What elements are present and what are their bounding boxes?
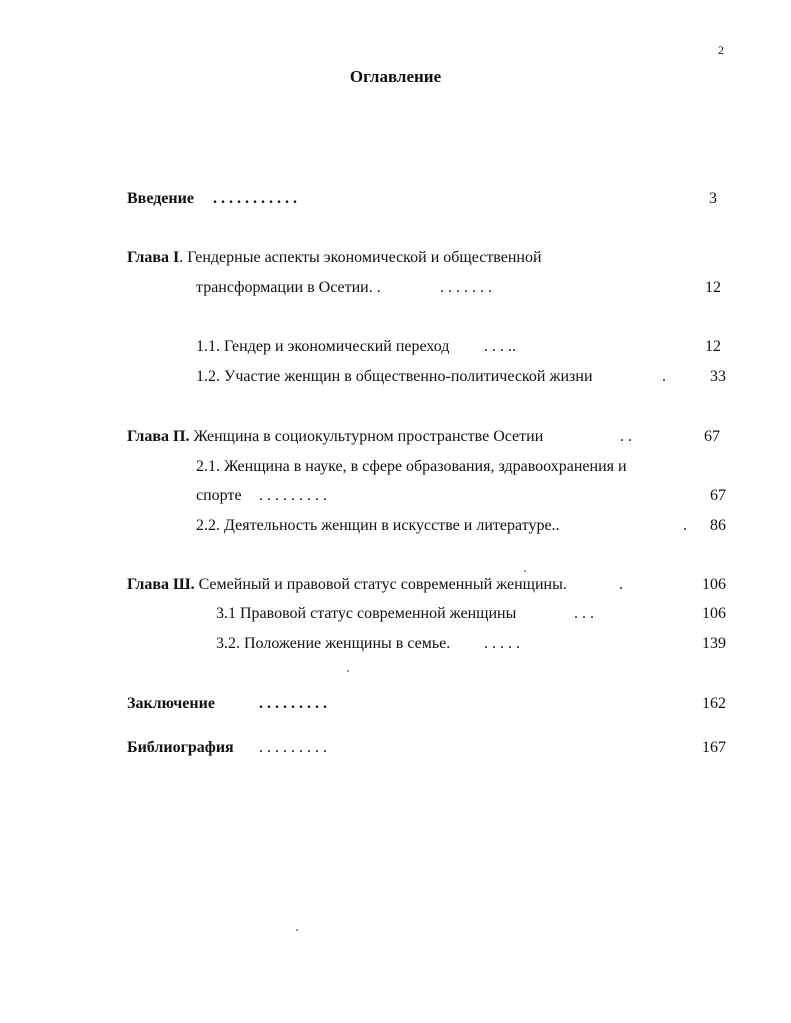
toc-label: 1.2. Участие женщин в общественно-политической жизни [196,368,593,385]
toc-leader-dots: . . . . . . . . . [259,487,327,504]
toc-page-number: 162 [702,695,726,712]
toc-page-number: 139 [702,635,726,652]
toc-label: Введение [127,190,194,207]
toc-page-number: 3 [709,190,717,207]
scan-speck [296,929,298,931]
page-number: 2 [718,43,724,57]
toc-leader-dots: . [662,368,666,385]
toc-leader-dots: . . . . . . . . . [259,739,327,756]
toc-leader-dots: . . . . . . . . . [259,695,327,712]
toc-page-number: 67 [710,487,726,504]
toc-page-number: 106 [702,605,726,622]
toc-leader-dots: . [683,517,687,534]
toc-leader-dots: . . [620,428,632,445]
toc-leader-dots: . . . . . . . . . . . [213,190,297,207]
toc-label: Заключение [127,695,215,712]
toc-leader-dots: . . . .. [484,338,516,355]
toc-label: 2.2. Деятельность женщин в искусстве и литературе.. [196,517,560,534]
toc-label: Библиография [127,739,234,756]
page-title: Оглавление [349,67,442,86]
toc-page-number: 33 [710,368,726,385]
scan-speck [524,570,526,572]
toc-page-number: 12 [705,338,721,355]
toc-label: 1.1. Гендер и экономический переход [196,338,450,355]
toc-leader-dots: . . . [574,605,594,622]
toc-label-continuation: спорте [196,487,242,504]
toc-page-number: 167 [702,739,726,756]
toc-label: 3.1 Правовой статус современной женщины [216,605,517,622]
scan-speck [347,670,349,672]
toc-leader-dots: . . . . . [484,635,520,652]
toc-label: Глава П. Женщина в социокультурном пространстве Осетии [127,428,544,445]
toc-page-number: 12 [705,279,721,296]
toc-page-number: 86 [710,517,726,534]
toc-label: Глава I. Гендерные аспекты экономической и общественной [127,249,542,266]
toc-leader-dots: . . . . . . . [440,279,492,296]
toc-page-number: 106 [702,576,726,593]
toc-label: 3.2. Положение женщины в семье. [216,635,451,652]
toc-label-continuation: трансформации в Осетии. . [196,279,381,296]
toc-leader-dots: . [619,576,623,593]
toc-page-number: 67 [704,428,720,445]
toc-label: Глава Ш. Семейный и правовой статус современный женщины. [127,576,567,593]
toc-label: 2.1. Женщина в науке, в сфере образования, здравоохранения и [196,458,627,475]
